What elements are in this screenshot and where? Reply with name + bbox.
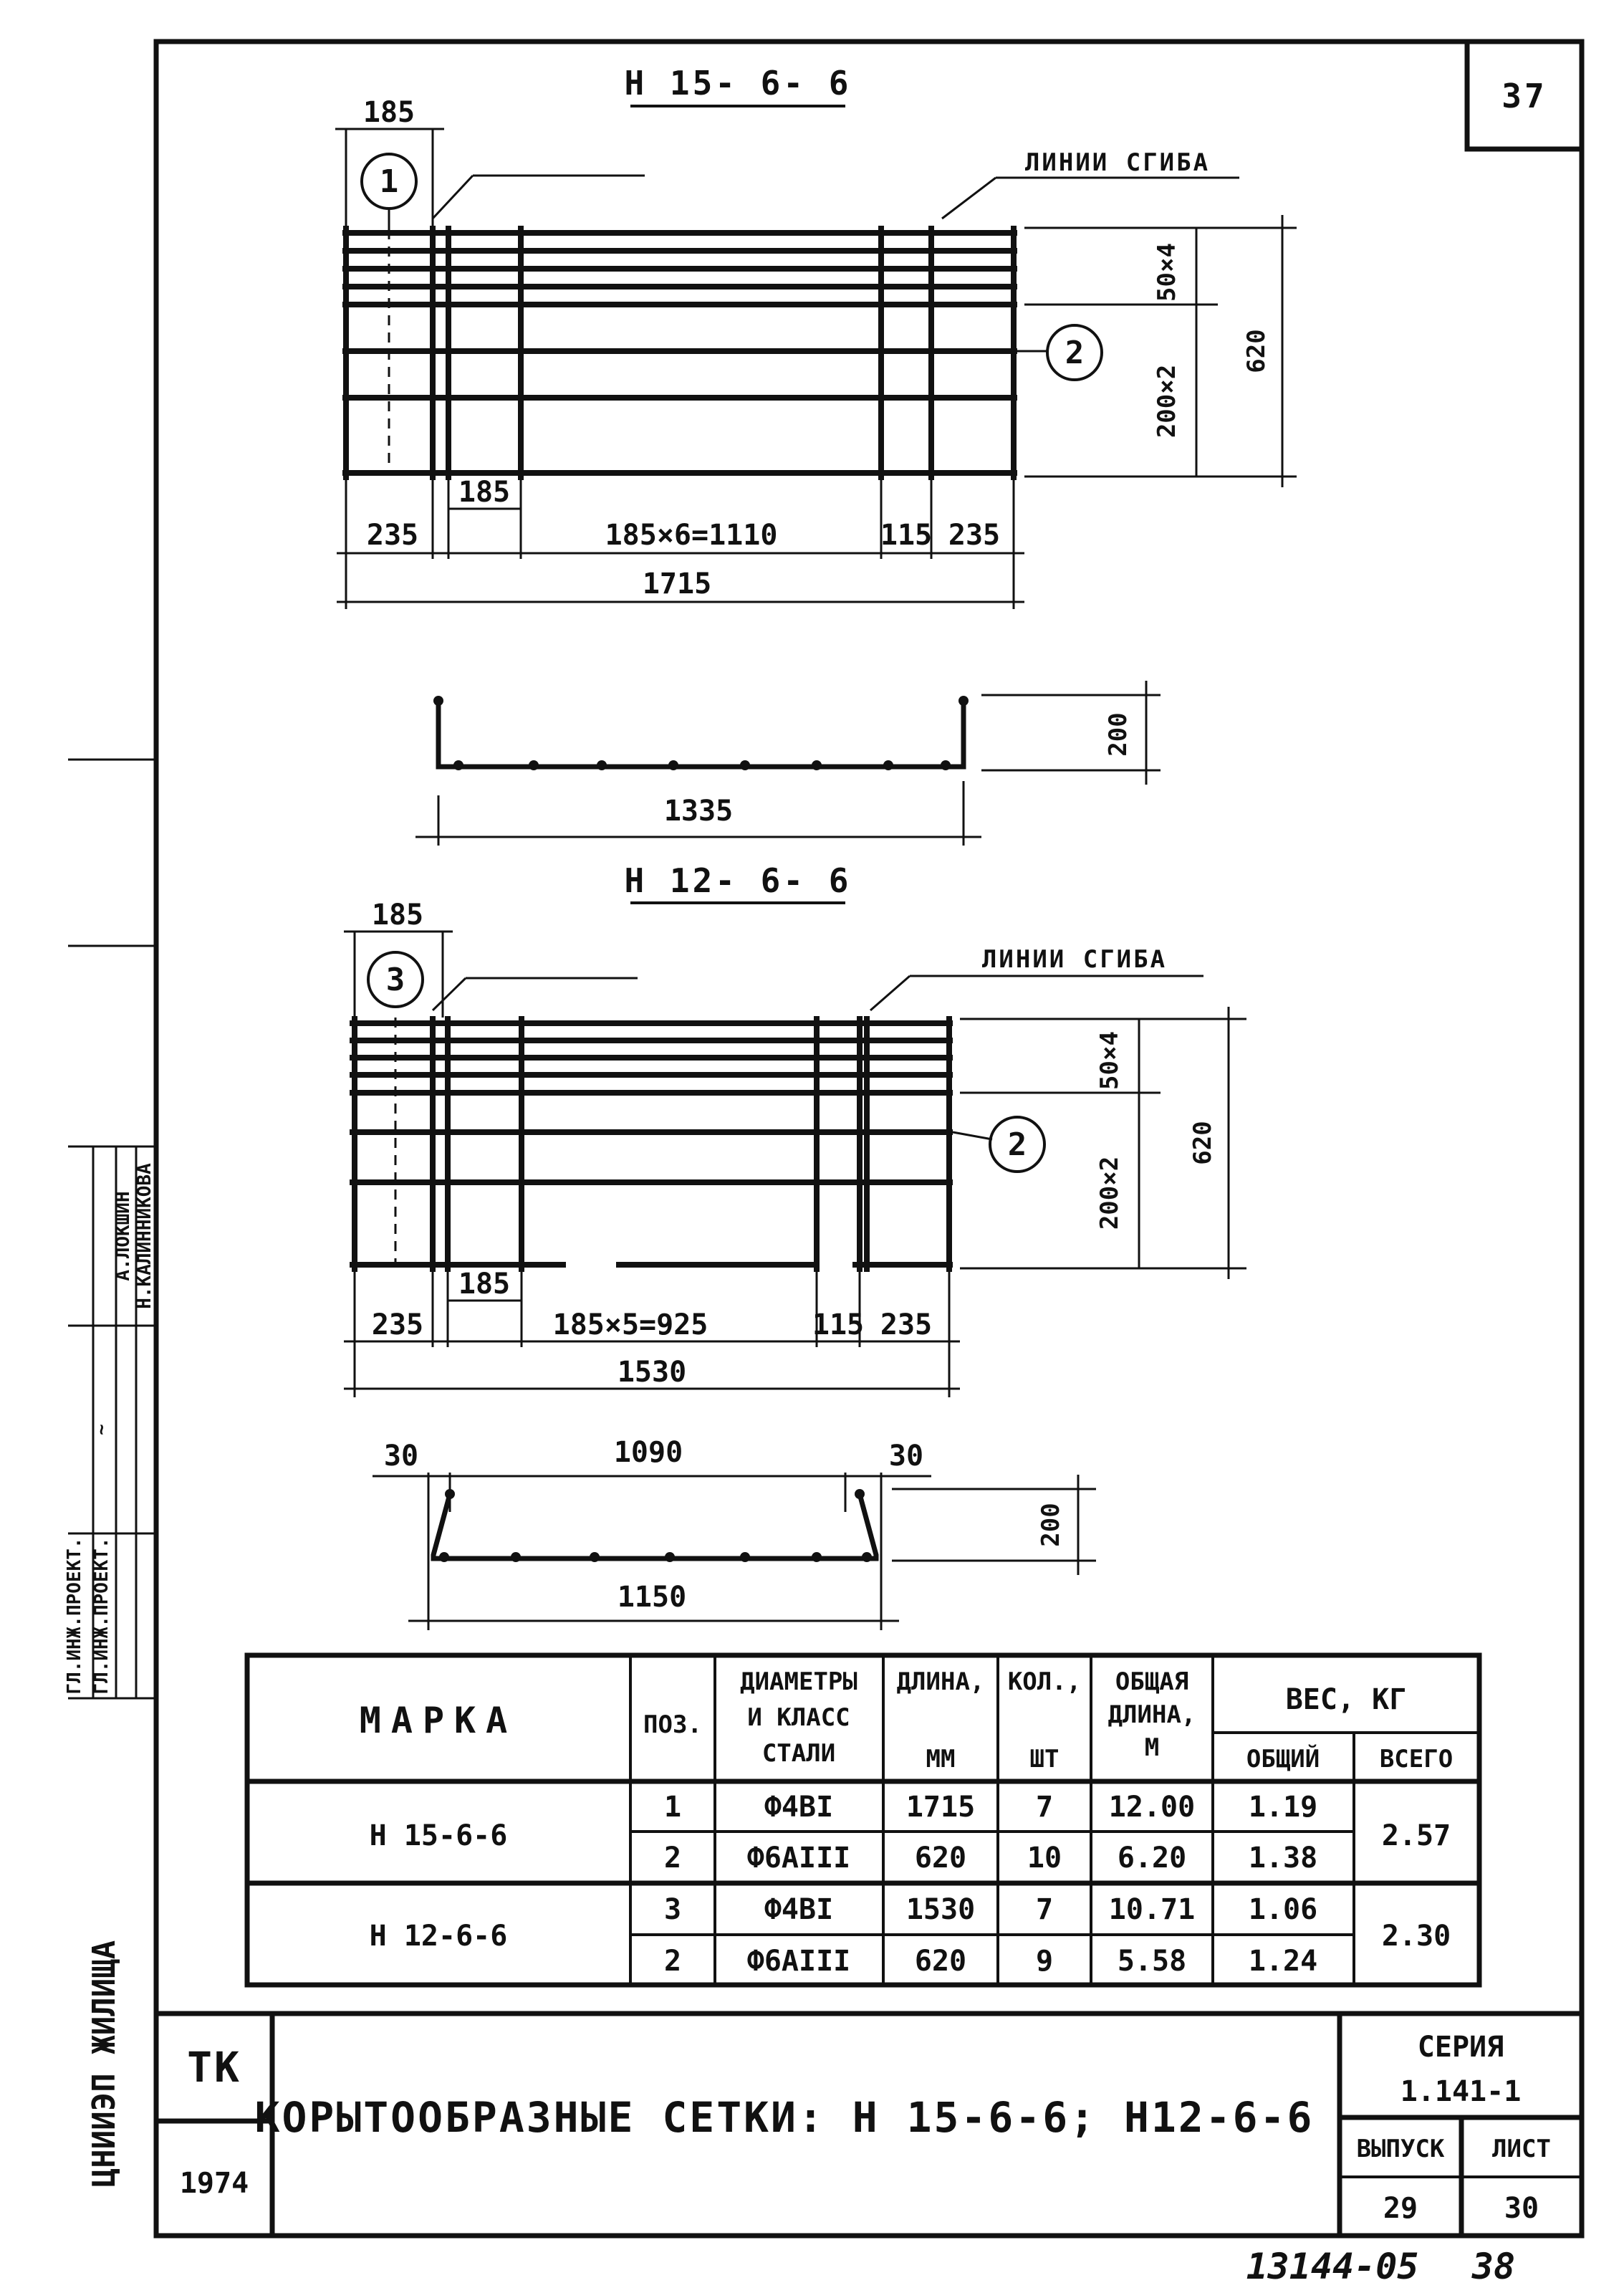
mesh-b-bar-2-number: 2 [1007,1126,1027,1163]
mesh-b-section-left-flange: 30 [383,1440,419,1473]
mesh-b-dim-total: 1530 [617,1356,687,1389]
table-cell-diam: Ф6АIII [746,1842,851,1875]
table-header-length-1: ДЛИНА, [896,1667,985,1696]
table-marka-1: Н 15-6-6 [369,1819,508,1852]
table-weight-all-2: 2.30 [1381,1920,1451,1953]
table-header-totlen-1: ОБЩАЯ [1115,1667,1189,1696]
table-cell-length: 620 [914,1945,967,1978]
mesh-b-bend-label: ЛИНИИ СГИБА [981,945,1168,974]
issue-value: 29 [1383,2192,1418,2225]
table-header-weight-total: ОБЩИЙ [1246,1745,1320,1773]
mesh-b-dim-115: 115 [812,1308,865,1341]
mesh-a-dim-115: 115 [880,519,933,552]
mesh-b-section-top: 1090 [613,1436,683,1469]
mesh-b-section [373,1436,1096,1630]
stamp-organization: ЦНИИЭП ЖИЛИЩА [86,1940,122,2188]
table-cell-weight: 1.38 [1248,1842,1318,1875]
svg-text:~: ~ [91,1424,112,1435]
table-cell-total-length: 5.58 [1117,1945,1187,1978]
table-header-weight: ВЕС, КГ [1285,1683,1407,1716]
table-row [664,1893,1317,1926]
table-row [664,1945,1317,1978]
sheet-value: 30 [1504,2192,1539,2225]
mesh-b-dim-spacing: 185×5=925 [552,1308,708,1341]
mesh-a-top-dim: 185 [362,96,415,129]
table-header-qty-2: ШТ [1029,1745,1060,1773]
mesh-a-dim-50x4: 50×4 [1153,243,1181,302]
mesh-a-bar-2-number: 2 [1065,335,1085,371]
mesh-b-title: Н 12- 6- 6 [624,861,852,900]
spec-table [247,1655,1479,1985]
table-header-diam-3: СТАЛИ [761,1739,836,1768]
table-header-totlen-2: ДЛИНА, [1108,1700,1196,1729]
table-row [664,1791,1317,1824]
table-header-pos: ПОЗ. [643,1710,702,1739]
mesh-b-plan [344,861,1246,1397]
mesh-a-dim-185-inner: 185 [458,476,511,509]
mesh-a-title: Н 15- 6- 6 [624,64,852,102]
mesh-b-dim-200x2: 200×2 [1095,1156,1124,1230]
title-code: ТК [187,2043,241,2092]
mesh-b-dim-620: 620 [1188,1121,1217,1165]
mesh-a-dim-total: 1715 [642,568,712,600]
table-header-length-2: ММ [926,1745,956,1773]
table-cell-total-length: 10.71 [1108,1893,1196,1926]
sheet-label: ЛИСТ [1492,2135,1551,2163]
table-cell-total-length: 12.00 [1108,1791,1196,1824]
table-cell-weight: 1.19 [1248,1791,1318,1824]
table-header-diam-2: И КЛАСС [747,1703,850,1732]
table-cell-diam: Ф4ВI [764,1791,834,1824]
sheet-number: 37 [1502,77,1547,115]
mesh-a-dim-235-right: 235 [948,519,1001,552]
mesh-b-section-bottom: 1150 [617,1581,687,1614]
table-header-diam-1: ДИАМЕТРЫ [740,1667,857,1696]
mesh-b-bar-3-number: 3 [385,962,405,998]
table-cell-qty: 7 [1035,1791,1054,1824]
table-header-marka: МАРКА [359,1700,518,1741]
mesh-a-dim-620: 620 [1242,329,1271,373]
table-marka-2: Н 12-6-6 [369,1920,508,1953]
mesh-b-top-dim: 185 [371,899,424,932]
mesh-b-dim-50x4: 50×4 [1095,1031,1124,1090]
footer-page: 38 [1471,2246,1516,2287]
stamp-name-1: А.ЛОКШИН [112,1191,134,1281]
mesh-a-section-width: 1335 [663,795,734,828]
table-cell-qty: 10 [1027,1842,1062,1875]
table-cell-total-length: 6.20 [1117,1842,1187,1875]
stamp-role-2: ГЛ.ИНЖ.ПРОЕКТ. [91,1537,112,1695]
mesh-b-dim-235-left: 235 [371,1308,424,1341]
table-row [664,1842,1317,1875]
table-cell-pos: 2 [663,1945,682,1978]
table-cell-length: 1530 [905,1893,976,1926]
mesh-a-dim-spacing: 185×6=1110 [605,519,778,552]
mesh-b-section-right-flange: 30 [888,1440,924,1473]
mesh-a-dim-235-left: 235 [366,519,419,552]
side-stamp [64,760,156,2187]
table-header-qty-1: КОЛ., [1007,1667,1082,1696]
series-value: 1.141-1 [1400,2075,1522,2108]
mesh-b-section-height: 200 [1037,1503,1065,1547]
title-block [156,2014,1582,2236]
table-cell-length: 620 [914,1842,967,1875]
mesh-a-bar-1-number: 1 [379,163,399,200]
table-cell-diam: Ф4ВI [764,1893,834,1926]
mesh-a-plan [335,64,1297,609]
table-header-totlen-3: М [1144,1733,1160,1762]
table-cell-pos: 1 [663,1791,682,1824]
table-cell-qty: 7 [1035,1893,1054,1926]
table-header-weight-all: ВСЕГО [1379,1745,1454,1773]
mesh-a-section [415,681,1161,846]
title-year: 1974 [179,2167,249,2200]
series-label: СЕРИЯ [1417,2031,1504,2064]
mesh-b-cross-bars [355,1016,949,1272]
table-cell-qty: 9 [1035,1945,1054,1978]
table-cell-pos: 3 [663,1893,682,1926]
mesh-a-bend-label: ЛИНИИ СГИБА [1024,148,1211,177]
table-cell-weight: 1.24 [1248,1945,1318,1978]
stamp-role-1: ГЛ.ИНЖ.ПРОЕКТ. [64,1537,85,1695]
mesh-b-dim-185-inner: 185 [458,1268,511,1301]
footer-code: 13144-05 [1246,2246,1419,2287]
mesh-a-section-height: 200 [1104,712,1133,757]
table-cell-pos: 2 [663,1842,682,1875]
stamp-name-2: Н.КАЛИННИКОВА [134,1163,155,1309]
table-cell-weight: 1.06 [1248,1893,1318,1926]
mesh-a-long-bars [342,233,1017,473]
mesh-b-dim-235-right: 235 [880,1308,933,1341]
table-cell-diam: Ф6АIII [746,1945,851,1978]
mesh-a-dim-200x2: 200×2 [1153,364,1181,439]
issue-label: ВЫПУСК [1356,2135,1445,2163]
table-weight-all-1: 2.57 [1381,1819,1451,1852]
drawing-title: КОРЫТООБРАЗНЫЕ СЕТКИ: Н 15-6-6; Н12-6-6 [254,2093,1315,2142]
table-cell-length: 1715 [905,1791,976,1824]
